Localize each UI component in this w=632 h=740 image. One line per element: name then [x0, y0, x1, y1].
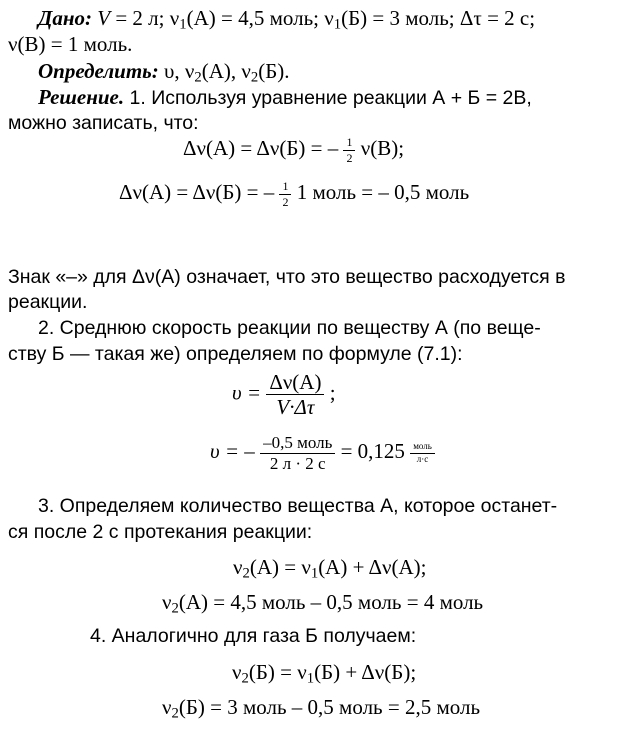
- equation-5: $\nu_2(Б) = \nu_1(Б) + \Delta\nu(Б)$;: [232, 660, 417, 687]
- solution-line-2: можно записать, что:: [8, 112, 199, 134]
- given-label: Дано:: [38, 6, 92, 30]
- fraction-half-1: $\frac{1}{2}$: [343, 136, 355, 164]
- equation-4: $\nu_2(А) = 4,5$ моль – 0,5 моль = 4 моль: [162, 590, 484, 617]
- solution-line-1: Решение. 1. Используя уравнение реакции А + Б = 2В,: [38, 85, 532, 109]
- fraction-half-2: $\frac{1}{2}$: [279, 180, 291, 208]
- step-3-line-2: ся после 2 с протекания реакции:: [8, 521, 313, 543]
- step-2-line-1: 2. Среднюю скорость реакции по веществу А (по веще-: [38, 317, 541, 339]
- note-line-2: реакции.: [8, 291, 88, 313]
- step-4-line: 4. Аналогично для газа Б получаем:: [90, 625, 417, 647]
- rate-calc-fraction: $\frac{\text{–0,5 моль}}{2 л \cdot 2 с}$: [260, 434, 335, 473]
- rate-unit-fraction: $\frac{\text{моль}}{л\cdot с}$: [410, 442, 435, 464]
- step-2-line-2: ству Б — такая же) определяем по формуле (7.1):: [8, 343, 463, 365]
- rate-calculation: υ = – $\frac{\text{–0,5 моль}}{2 л \cdot 2 с}$ = 0,125 $\frac{\text{моль}}{л\cdot с}$: [210, 434, 435, 473]
- equation-6: $\nu_2(Б) = 3$ моль – 0,5 моль = 2,5 моль: [162, 695, 481, 722]
- determine-line: Определить: υ, $\nu_2(А)$, $\nu_2(Б)$.: [38, 59, 290, 86]
- volume-symbol: V: [97, 6, 111, 30]
- equation-3: $\nu_2(А) = \nu_1(А) + \Delta\nu(А)$;: [233, 555, 427, 582]
- step-3-line-1: 3. Определяем количество вещества А, которое останет-: [38, 495, 558, 517]
- equation-1: Δν(А) = Δν(Б) = – $\frac{1}{2}$ ν(В);: [183, 135, 405, 165]
- given-line-1: Дано: V = 2 л; $\nu_1(А) = 4,5$ моль; $\nu_1(Б) = 3$ моль; Δτ = 2 с;: [38, 6, 536, 33]
- rate-formula: υ = $\frac{\Delta\nu(А)}{V\cdot\Delta\tau}$ ;: [232, 370, 336, 420]
- rate-fraction: $\frac{\Delta\nu(А)}{V\cdot\Delta\tau}$: [266, 371, 324, 418]
- given-line-2: ν(В) = 1 моль.: [8, 32, 133, 56]
- solution-label: Решение.: [38, 85, 125, 109]
- equation-2: Δν(А) = Δν(Б) = – $\frac{1}{2}$ 1 моль = – 0,5 моль: [119, 179, 470, 209]
- note-line-1: Знак «–» для Δν(А) означает, что это вещество расходуется в: [8, 266, 566, 288]
- determine-label: Определить:: [38, 59, 159, 83]
